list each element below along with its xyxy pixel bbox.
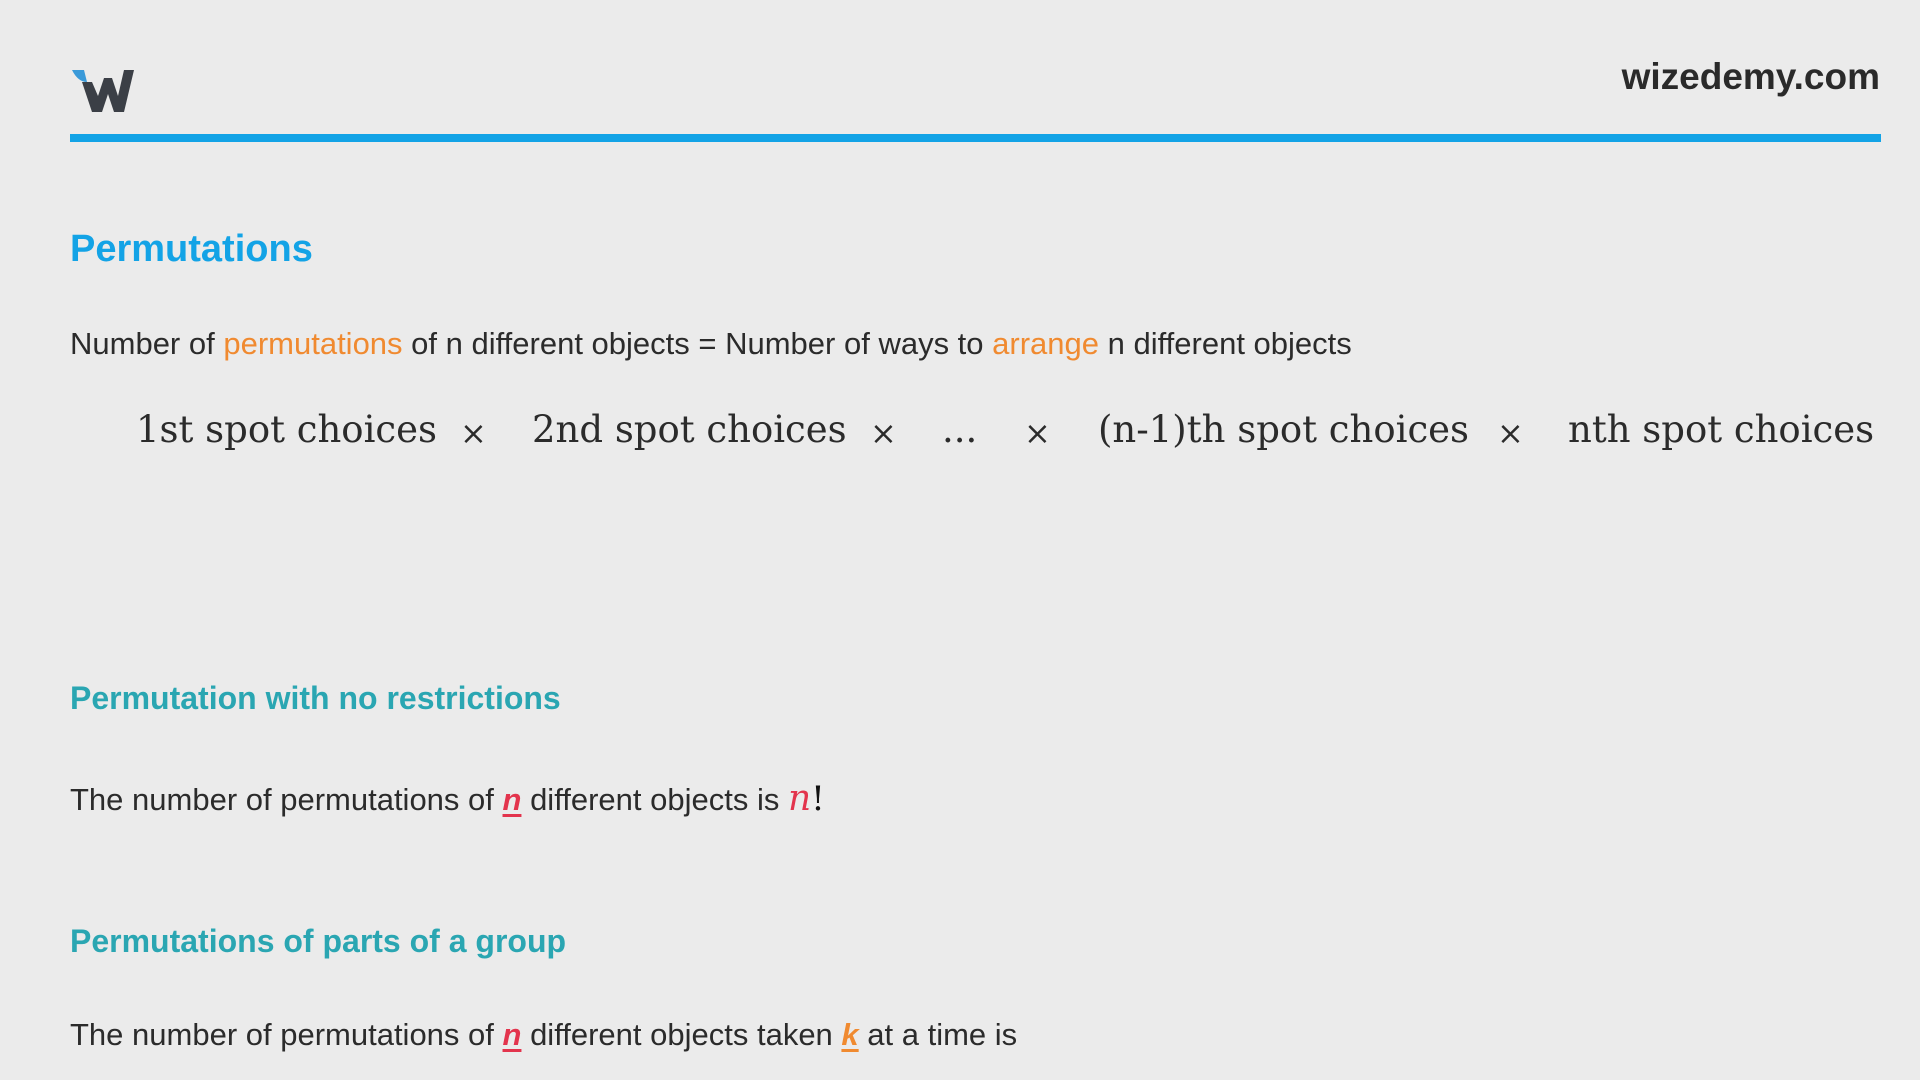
variable-k: k [841, 1017, 859, 1052]
section-heading-parts-of-group: Permutations of parts of a group [70, 923, 567, 959]
intro-text [70, 326, 1352, 362]
times-sign: × [460, 414, 487, 452]
text: n different objects [1099, 326, 1352, 361]
section1-text [70, 778, 825, 819]
page-title: Permutations [70, 228, 313, 270]
formula-term-2: 2nd spot choices [532, 408, 847, 451]
text: of n different objects = Number of ways to [402, 326, 993, 361]
text: different objects is [521, 782, 788, 817]
formula-ellipsis: ... [942, 408, 978, 451]
times-sign: × [1024, 414, 1051, 452]
text: different objects taken [521, 1017, 842, 1052]
section2-text [70, 1017, 1017, 1053]
formula-term-n-1: (n-1)th spot choices [1098, 408, 1470, 451]
keyword-permutations: permutations [223, 326, 403, 361]
keyword-arrange: arrange [992, 326, 1100, 361]
math-n: n [787, 778, 812, 819]
text: The number of permutations of [70, 1017, 503, 1052]
formula-term-1: 1st spot choices [136, 408, 438, 451]
variable-n: n [502, 1017, 522, 1052]
formula-term-n: nth spot choices [1568, 408, 1875, 451]
wizedemy-logo [70, 68, 134, 114]
text: at a time is [858, 1017, 1018, 1052]
section-heading-no-restrictions: Permutation with no restrictions [70, 680, 561, 716]
header-divider [70, 134, 1881, 142]
factorial-sign: ! [811, 779, 825, 819]
text: The number of permutations of [70, 782, 503, 817]
text: Number of [70, 326, 224, 361]
variable-n: n [502, 782, 522, 817]
site-name[interactable]: wizedemy.com [1621, 56, 1880, 97]
times-sign: × [1497, 414, 1524, 452]
times-sign: × [870, 414, 897, 452]
